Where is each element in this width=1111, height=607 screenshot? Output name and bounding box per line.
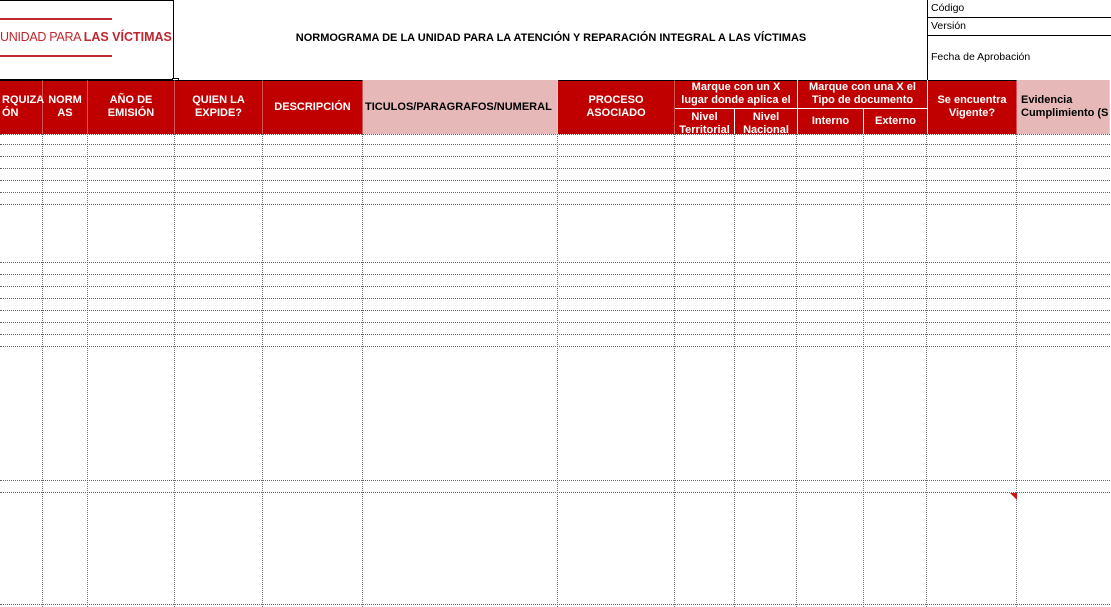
header-jerarquizacion[interactable]: RQUIZA ÓN [0, 80, 43, 134]
header-anio-emision[interactable]: AÑO DE EMISIÓN [88, 80, 175, 134]
comment-indicator[interactable] [1010, 493, 1017, 500]
meta-version[interactable]: Versión [931, 20, 967, 32]
header-nivel-territorial[interactable]: Nivel Territorial [675, 109, 735, 134]
header-articulos[interactable]: TICULOS/PARAGRAFOS/NUMERAL [363, 80, 558, 134]
header-evidencia[interactable]: Evidencia Cumplimiento (S [1017, 80, 1110, 134]
metadata-box [927, 0, 1110, 80]
logo-box [0, 0, 174, 80]
header-proceso-asociado[interactable]: PROCESO ASOCIADO [558, 80, 675, 134]
header-lugar-group[interactable]: Marque con un X lugar donde aplica el [681, 81, 791, 106]
spreadsheet-grid[interactable] [0, 134, 1110, 607]
header-quien-expide[interactable]: QUIEN LA EXPIDE? [175, 80, 263, 134]
header-normas[interactable]: NORM AS [43, 80, 88, 134]
header-vigente[interactable]: Se encuentra Vigente? [927, 80, 1017, 134]
meta-fecha-aprobacion[interactable]: Fecha de Aprobación [931, 51, 1031, 63]
logo-line-top [0, 18, 112, 20]
header-descripcion[interactable]: DESCRIPCIÓN [263, 80, 363, 134]
header-tipo-group[interactable]: Marque con una X el Tipo de documento [797, 80, 927, 108]
header-externo[interactable]: Externo [875, 115, 916, 127]
title-area [174, 0, 928, 80]
header-interno[interactable]: Interno [797, 109, 864, 134]
logo: UNIDAD PARA LAS VÍCTIMAS [0, 30, 172, 44]
document-title: NORMOGRAMA DE LA UNIDAD PARA LA ATENCIÓN Y REPARACIÓN INTEGRAL A LAS VÍCTIMAS [295, 32, 807, 44]
header-nivel-nacional[interactable]: Nivel Nacional [743, 111, 789, 136]
meta-codigo[interactable]: Código [931, 2, 965, 14]
logo-line-bottom [0, 55, 112, 57]
